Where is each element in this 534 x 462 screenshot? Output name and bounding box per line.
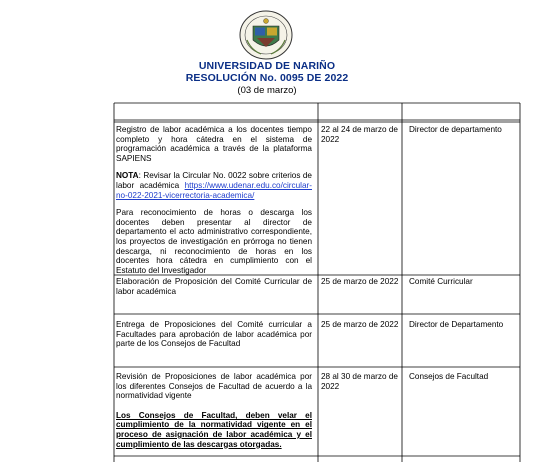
resolution-date: (03 de marzo) bbox=[237, 85, 297, 96]
row-2-responsible: Comité Curricular bbox=[409, 277, 473, 286]
university-seal-logo bbox=[239, 10, 293, 60]
resolution-title: RESOLUCIÓN No. 0095 DE 2022 bbox=[185, 72, 349, 84]
row-1-activity bbox=[116, 125, 312, 275]
row-2-activity: Elaboración de Proposición del Comité Curricular de labor académica bbox=[116, 277, 312, 296]
row-1-note-text: : Revisar la Circular No. 0022 sobre criterios de labor académica bbox=[116, 171, 312, 190]
row-3-activity: Entrega de Proposiciones del Comité curricular a Facultades para aprobación de labor académica por parte de los Consejos de Facultad bbox=[116, 320, 312, 349]
row-2-date: 25 de marzo de 2022 bbox=[321, 277, 399, 286]
row-4-date: 28 al 30 de marzo de 2022 bbox=[321, 372, 398, 391]
row-3-date: 25 de marzo de 2022 bbox=[321, 320, 399, 329]
row-1-activity-text: Registro de labor académica a los docentes tiempo completo y hora cátedra en el sistema de programación académica a través de la plataforma SAPIENS bbox=[116, 125, 312, 163]
institution-title: UNIVERSIDAD DE NARIÑO bbox=[198, 60, 336, 72]
row-4-activity bbox=[116, 372, 312, 449]
row-3-responsible: Director de Departamento bbox=[409, 320, 504, 329]
row-1-note bbox=[116, 171, 312, 200]
row-4-warning: Los Consejos de Facultad, deben velar el cumplimiento de la normatividad vigente en el proceso de asignación de labor académica y el cumplimiento de las descargas otorgadas. bbox=[116, 410, 312, 449]
row-1-note-label: NOTA bbox=[116, 171, 139, 181]
circular-link[interactable]: https://www.udenar.edu.co/circular-no-022-2021-vicerrectoria-academica/ bbox=[116, 180, 312, 200]
row-1-extra: Para reconocimiento de horas o descarga los docentes deben presentar al director de departamento el acto administrativo correspondiente, los proyectos de investigación en prórroga no tienen descarga, ni reconocimiento de horas en los docentes hora cátedra en cumplimiento con el Estatuto del Investigador bbox=[116, 208, 312, 275]
row-1-responsible: Director de departamento bbox=[409, 125, 502, 134]
row-4-responsible: Consejos de Facultad bbox=[409, 372, 489, 381]
row-1-date: 22 al 24 de marzo de 2022 bbox=[321, 125, 398, 144]
row-4-activity-text: Revisión de Proposiciones de labor académica por los diferentes Consejos de Facultad de acuerdo a la normatividad vigente bbox=[116, 372, 312, 401]
